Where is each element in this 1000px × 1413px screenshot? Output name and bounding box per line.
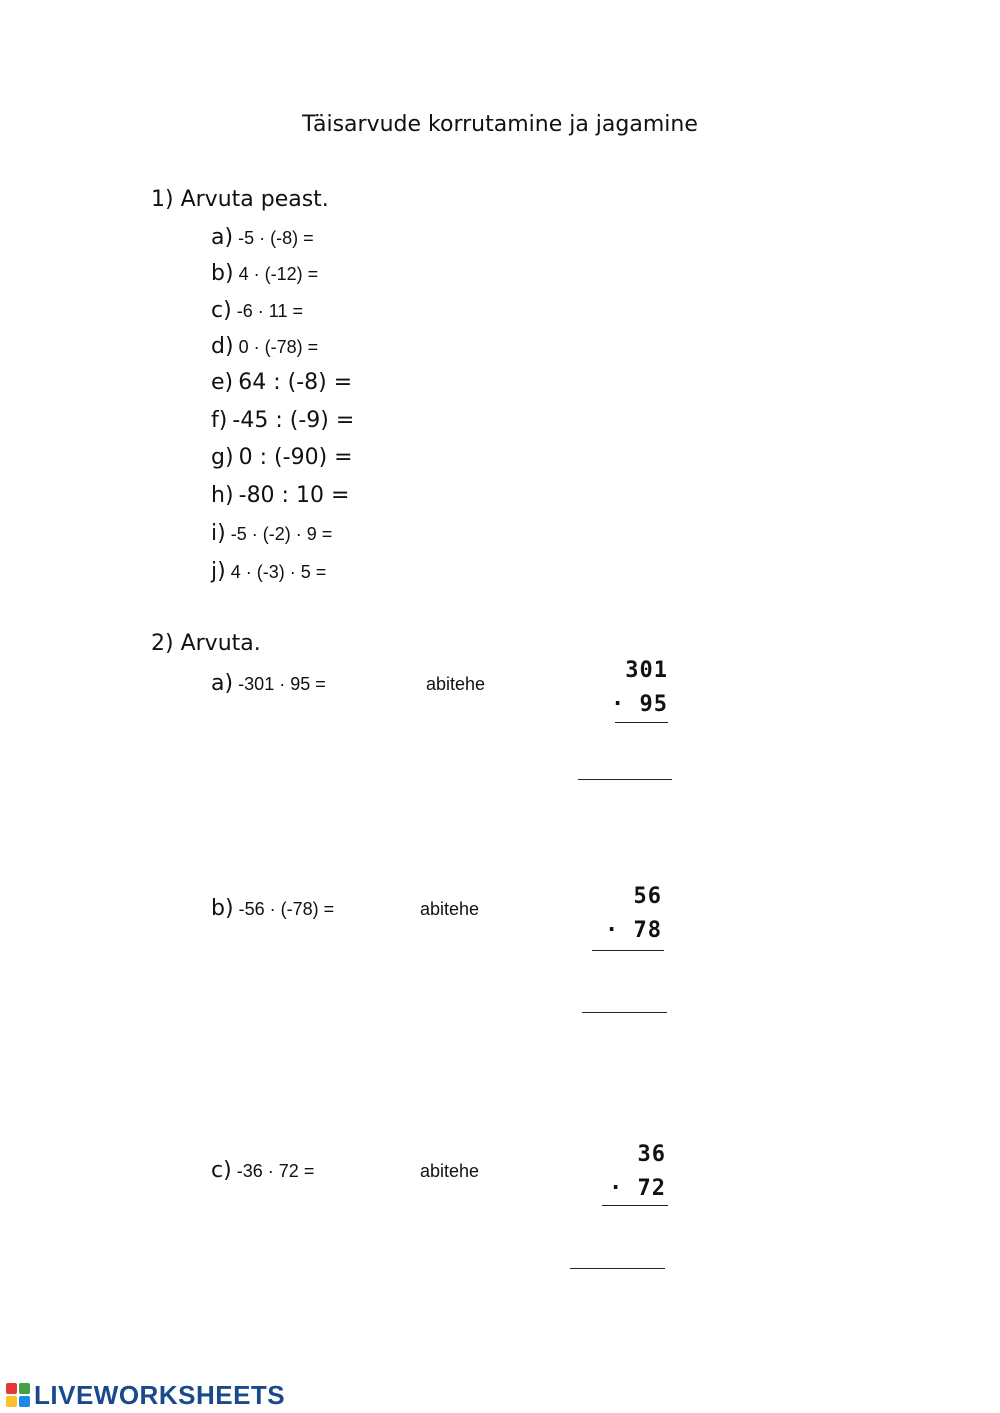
column-bottom-number: · 72 (609, 1176, 666, 1201)
column-line (602, 1205, 668, 1206)
logo-mark-icon (6, 1383, 30, 1407)
column-top-number: 56 (633, 884, 662, 909)
problem-a (211, 671, 326, 696)
aux-calc-label: abitehe (420, 1161, 480, 1181)
column-top-number: 36 (637, 1142, 666, 1167)
list-item (211, 559, 326, 584)
problem-expression: -56 · (-78) = (238, 899, 335, 919)
list-item (211, 334, 318, 359)
column-line (615, 722, 668, 723)
item-letter: a) (211, 225, 234, 250)
section-1-heading: 1) Arvuta peast. (151, 187, 329, 212)
column-top-number: 301 (625, 658, 668, 683)
item-letter: b) (211, 261, 234, 286)
aux-calc-label: abitehe (420, 899, 480, 919)
item-expression: 64 : (-8) = (238, 370, 353, 395)
list-item (211, 225, 314, 250)
problem-expression: -301 · 95 = (238, 674, 326, 694)
item-expression: -5 · (-2) · 9 = (230, 524, 333, 544)
problem-b (211, 896, 334, 921)
column-line (592, 950, 664, 951)
item-expression: 0 · (-78) = (238, 337, 319, 357)
liveworksheets-logo (6, 1381, 285, 1409)
item-letter: d) (211, 334, 234, 359)
logo-square (19, 1383, 30, 1394)
aux-calc-label: abitehe (426, 674, 486, 694)
item-letter: f) (211, 408, 228, 433)
logo-text: LIVEWORKSHEETS (34, 1379, 286, 1410)
problem-c (211, 1158, 314, 1183)
answer-line (570, 1268, 665, 1269)
item-letter: j) (211, 559, 226, 584)
problem-letter: a) (211, 671, 234, 696)
item-expression: -6 · 11 = (236, 301, 303, 321)
list-item (211, 298, 303, 323)
column-bottom-number: · 95 (611, 692, 668, 717)
item-expression: -45 : (-9) = (232, 408, 355, 433)
section-2-heading: 2) Arvuta. (151, 631, 261, 656)
answer-line (582, 1012, 667, 1013)
list-item (211, 521, 332, 546)
logo-square (6, 1396, 17, 1407)
list-item (211, 483, 349, 508)
item-letter: h) (211, 483, 234, 508)
worksheet-title: Täisarvude korrutamine ja jagamine (302, 112, 698, 137)
list-item (211, 408, 354, 433)
item-letter: c) (211, 298, 232, 323)
logo-square (6, 1383, 17, 1394)
list-item (211, 370, 352, 395)
item-letter: e) (211, 370, 234, 395)
problem-letter: b) (211, 896, 234, 921)
list-item (211, 261, 318, 286)
item-expression: -80 : 10 = (238, 483, 350, 508)
list-item (211, 445, 353, 470)
item-expression: -5 · (-8) = (238, 228, 314, 248)
problem-expression: -36 · 72 = (236, 1161, 315, 1181)
problem-letter: c) (211, 1158, 232, 1183)
item-expression: 4 · (-12) = (238, 264, 319, 284)
column-bottom-number: · 78 (605, 918, 662, 943)
item-letter: i) (211, 521, 226, 546)
item-letter: g) (211, 445, 234, 470)
item-expression: 0 : (-90) = (238, 445, 353, 470)
item-expression: 4 · (-3) · 5 = (230, 562, 327, 582)
answer-line (578, 779, 672, 780)
logo-square (19, 1396, 30, 1407)
